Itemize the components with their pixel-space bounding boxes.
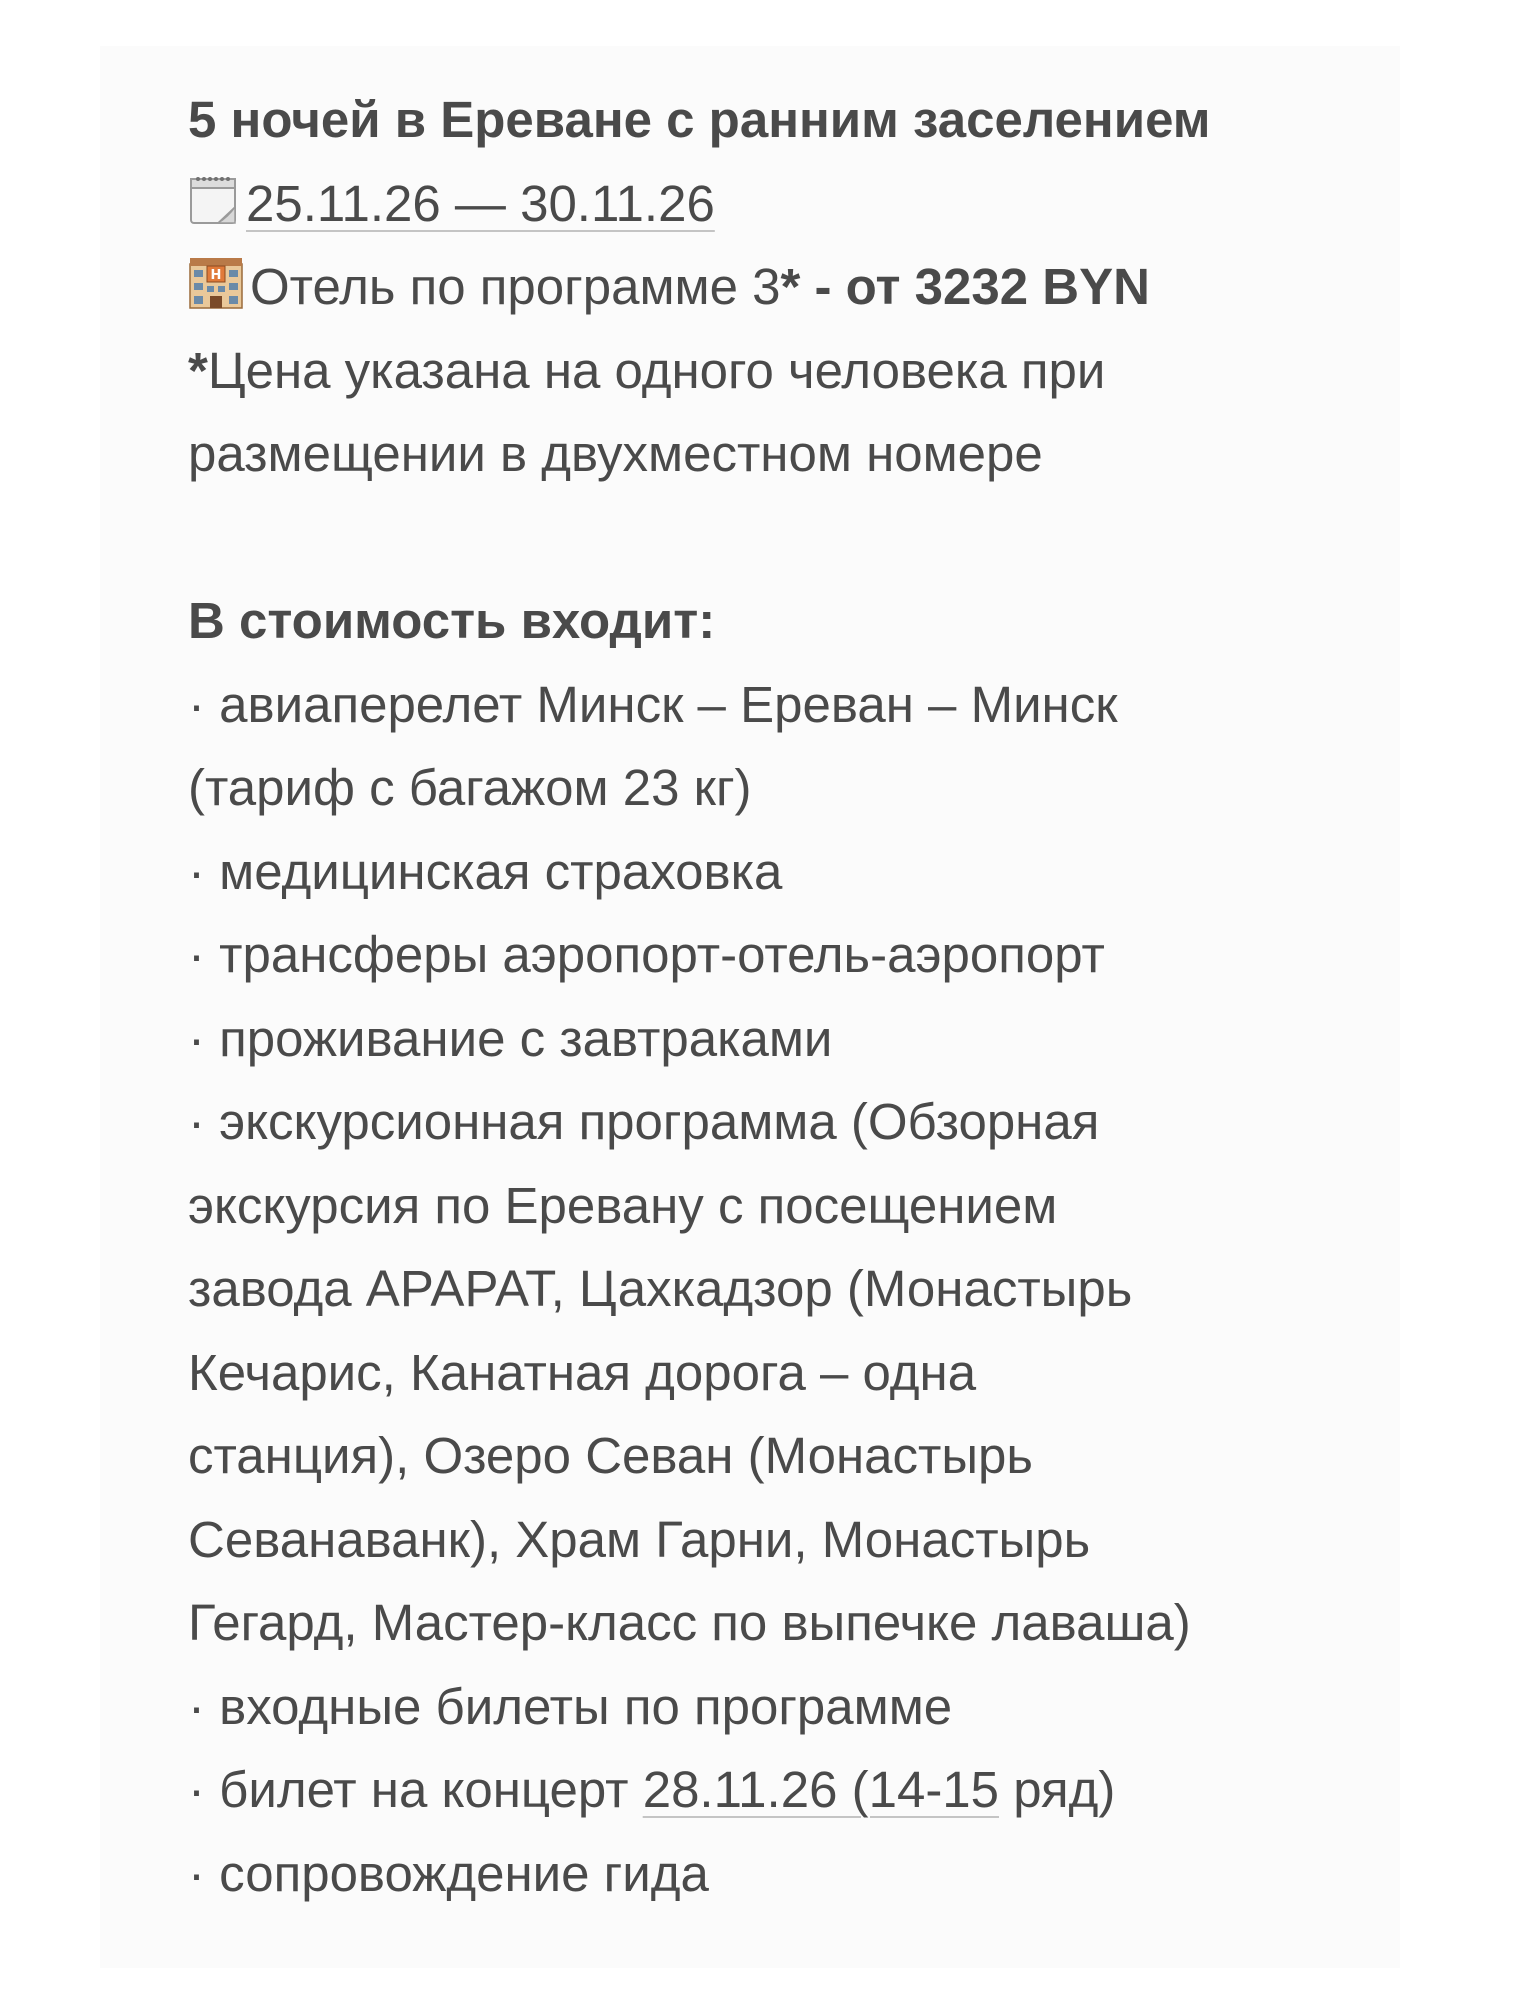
tour-description xyxy=(188,78,1408,1915)
date-range-link[interactable]: 25.11.26 — 30.11.26 xyxy=(246,174,715,232)
list-item-concert xyxy=(188,1748,1408,1832)
list-item-transfers: · трансферы аэропорт-отель-аэропорт xyxy=(188,926,1105,983)
note-asterisk: * xyxy=(188,341,208,399)
concert-prefix: · билет на концерт xyxy=(188,1761,643,1818)
list-item-excursions-7: Гегард, Мастер-класс по выпечке лаваша) xyxy=(188,1594,1191,1651)
list-item-guide: · сопровождение гида xyxy=(188,1844,709,1902)
list-item-flight-1: · авиаперелет Минск – Ереван – Минск xyxy=(188,675,1118,733)
list-item-excursions-1: · экскурсионная программа (Обзорная xyxy=(188,1093,1100,1150)
calendar-icon xyxy=(188,168,240,252)
list-item-excursions-3: завода АРАРАТ, Цахкадзор (Монастырь xyxy=(188,1260,1133,1317)
spacer xyxy=(188,496,1408,580)
list-item-excursions-5: станция), Озеро Севан (Монастырь xyxy=(188,1427,1033,1484)
price-note-line-1 xyxy=(188,329,1408,413)
hotel-price: * - от 3232 BYN xyxy=(780,258,1150,315)
dates-row xyxy=(188,162,1408,246)
list-item-tickets: · входные билеты по программе xyxy=(188,1677,953,1735)
concert-date-link[interactable]: 28.11.26 (14-15 xyxy=(642,1761,1000,1818)
price-note-line-2: размещении в двухместном номере xyxy=(188,425,1043,482)
list-item-excursions-2: экскурсия по Еревану с посещением xyxy=(188,1176,1058,1234)
includes-heading: В стоимость входит: xyxy=(188,592,716,649)
concert-suffix: ряд) xyxy=(999,1761,1116,1818)
hotel-label: Отель по программе 3 xyxy=(250,258,781,315)
note-text-1: Цена указана на одного человека при xyxy=(207,341,1106,399)
hotel-row xyxy=(188,245,1408,329)
svg-text:H: H xyxy=(210,268,222,283)
list-item-excursions-6: Севанаванк), Храм Гарни, Монастырь xyxy=(188,1510,1091,1568)
hotel-icon xyxy=(188,251,244,335)
list-item-flight-2: (тариф с багажом 23 кг) xyxy=(188,759,752,816)
list-item-insurance: · медицинская страховка xyxy=(188,842,783,900)
list-item-excursions-4: Кечарис, Канатная дорога – одна xyxy=(188,1343,977,1401)
list-item-accommodation: · проживание с завтраками xyxy=(188,1009,833,1067)
tour-title: 5 ночей в Ереване с ранним заселением xyxy=(188,91,1211,148)
